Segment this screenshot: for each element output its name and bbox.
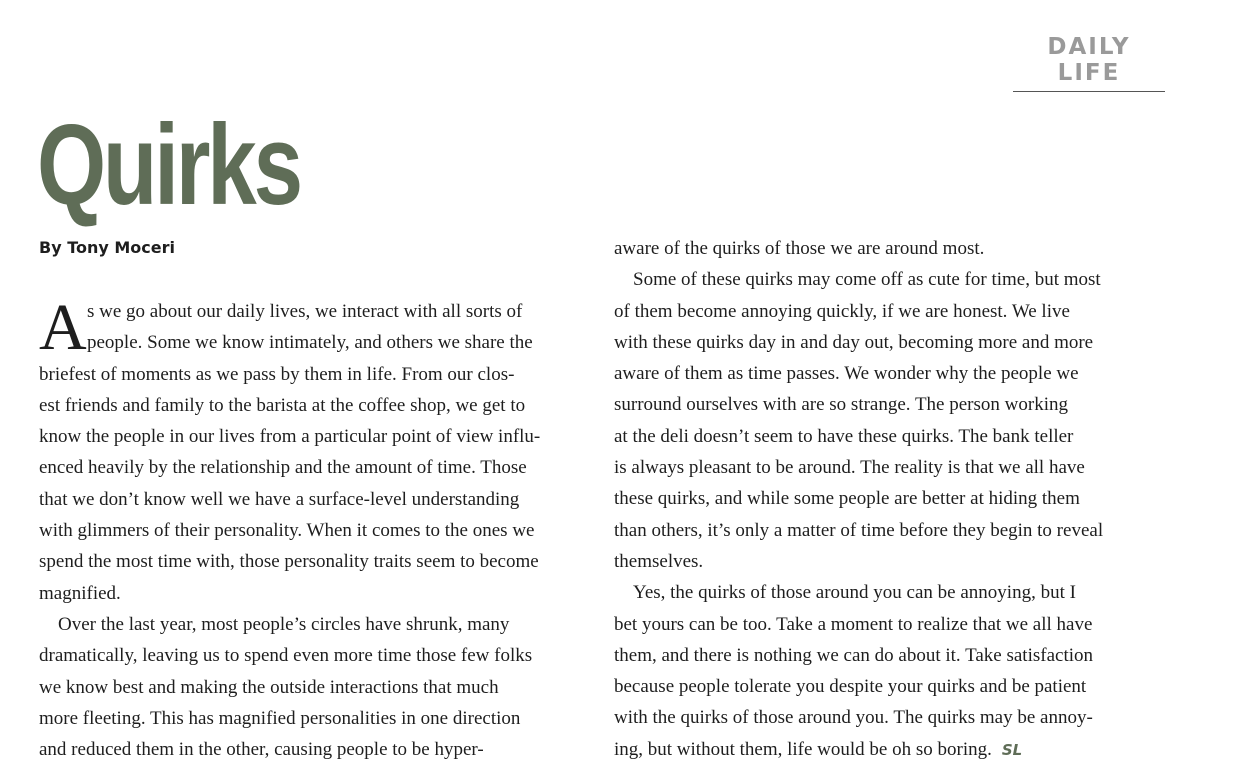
text-line: these quirks, and while some people are better at hiding them: [614, 488, 1080, 510]
text-line: enced heavily by the relationship and the amount of time. Those: [39, 457, 527, 479]
drop-cap: A: [39, 291, 87, 364]
article-title: Quirks: [37, 102, 300, 229]
text-line: spend the most time with, those personality traits seem to become: [39, 551, 539, 573]
section-label: DAILY LIFE: [1013, 34, 1165, 92]
text-line: that we don’t know well we have a surface-level understanding: [39, 488, 520, 510]
paragraph-4: [614, 577, 1174, 766]
text-line: [614, 734, 1174, 766]
paragraph-3: [614, 264, 1174, 577]
right-column: [614, 233, 1174, 766]
text-line: s we go about our daily lives, we interact with all sorts of: [87, 301, 523, 322]
text-line: Yes, the quirks of those around you can be annoying, but I: [633, 582, 1076, 604]
text-line: than others, it’s only a matter of time before they begin to reveal: [614, 519, 1104, 541]
text-line: with glimmers of their personality. When it comes to the ones we: [39, 520, 535, 542]
text-line: because people tolerate you despite your quirks and be patient: [614, 676, 1087, 698]
paragraph-2: [39, 609, 599, 765]
text-line: Some of these quirks may come off as cute for time, but most: [633, 269, 1101, 291]
text-line: surround ourselves with are so strange. The person working: [614, 394, 1068, 416]
text-line: themselves.: [614, 550, 704, 572]
text-line: aware of the quirks of those we are around most.: [614, 238, 985, 259]
text-line: est friends and family to the barista at the coffee shop, we get to: [39, 394, 526, 416]
text-line: bet yours can be too. Take a moment to realize that we all have: [614, 613, 1093, 635]
text-line: know the people in our lives from a particular point of view influ-: [39, 426, 541, 448]
text-line: is always pleasant to be around. The reality is that we all have: [614, 457, 1085, 479]
text-line: more fleeting. This has magnified personalities in one direction: [39, 707, 521, 729]
byline: By Tony Moceri: [39, 238, 175, 257]
last-line-text: ing, but without them, life would be oh so boring.: [614, 738, 992, 760]
text-line: we know best and making the outside interactions that much: [39, 676, 499, 698]
text-line: them, and there is nothing we can do about it. Take satisfaction: [614, 644, 1093, 666]
text-line: magnified.: [39, 582, 121, 604]
text-line: with the quirks of those around you. The quirks may be annoy-: [614, 707, 1093, 729]
text-line: and reduced them in the other, causing people to be hyper-: [39, 739, 484, 761]
text-line: dramatically, leaving us to spend even more time those few folks: [39, 645, 533, 667]
paragraph-1: [39, 291, 599, 609]
text-line: Over the last year, most people’s circles have shrunk, many: [58, 613, 510, 635]
paragraph-2-continued: [614, 233, 1174, 264]
text-line: with these quirks day in and day out, becoming more and more: [614, 331, 1094, 353]
text-line: people. Some we know intimately, and others we share the: [87, 332, 533, 354]
text-line: briefest of moments as we pass by them in life. From our clos-: [39, 363, 515, 385]
text-line: at the deli doesn’t seem to have these quirks. The bank teller: [614, 425, 1074, 447]
text-line: of them become annoying quickly, if we are honest. We live: [614, 300, 1070, 322]
text-line: aware of them as time passes. We wonder why the people we: [614, 363, 1079, 385]
end-mark: SL: [1001, 740, 1023, 759]
left-column: [39, 291, 599, 765]
